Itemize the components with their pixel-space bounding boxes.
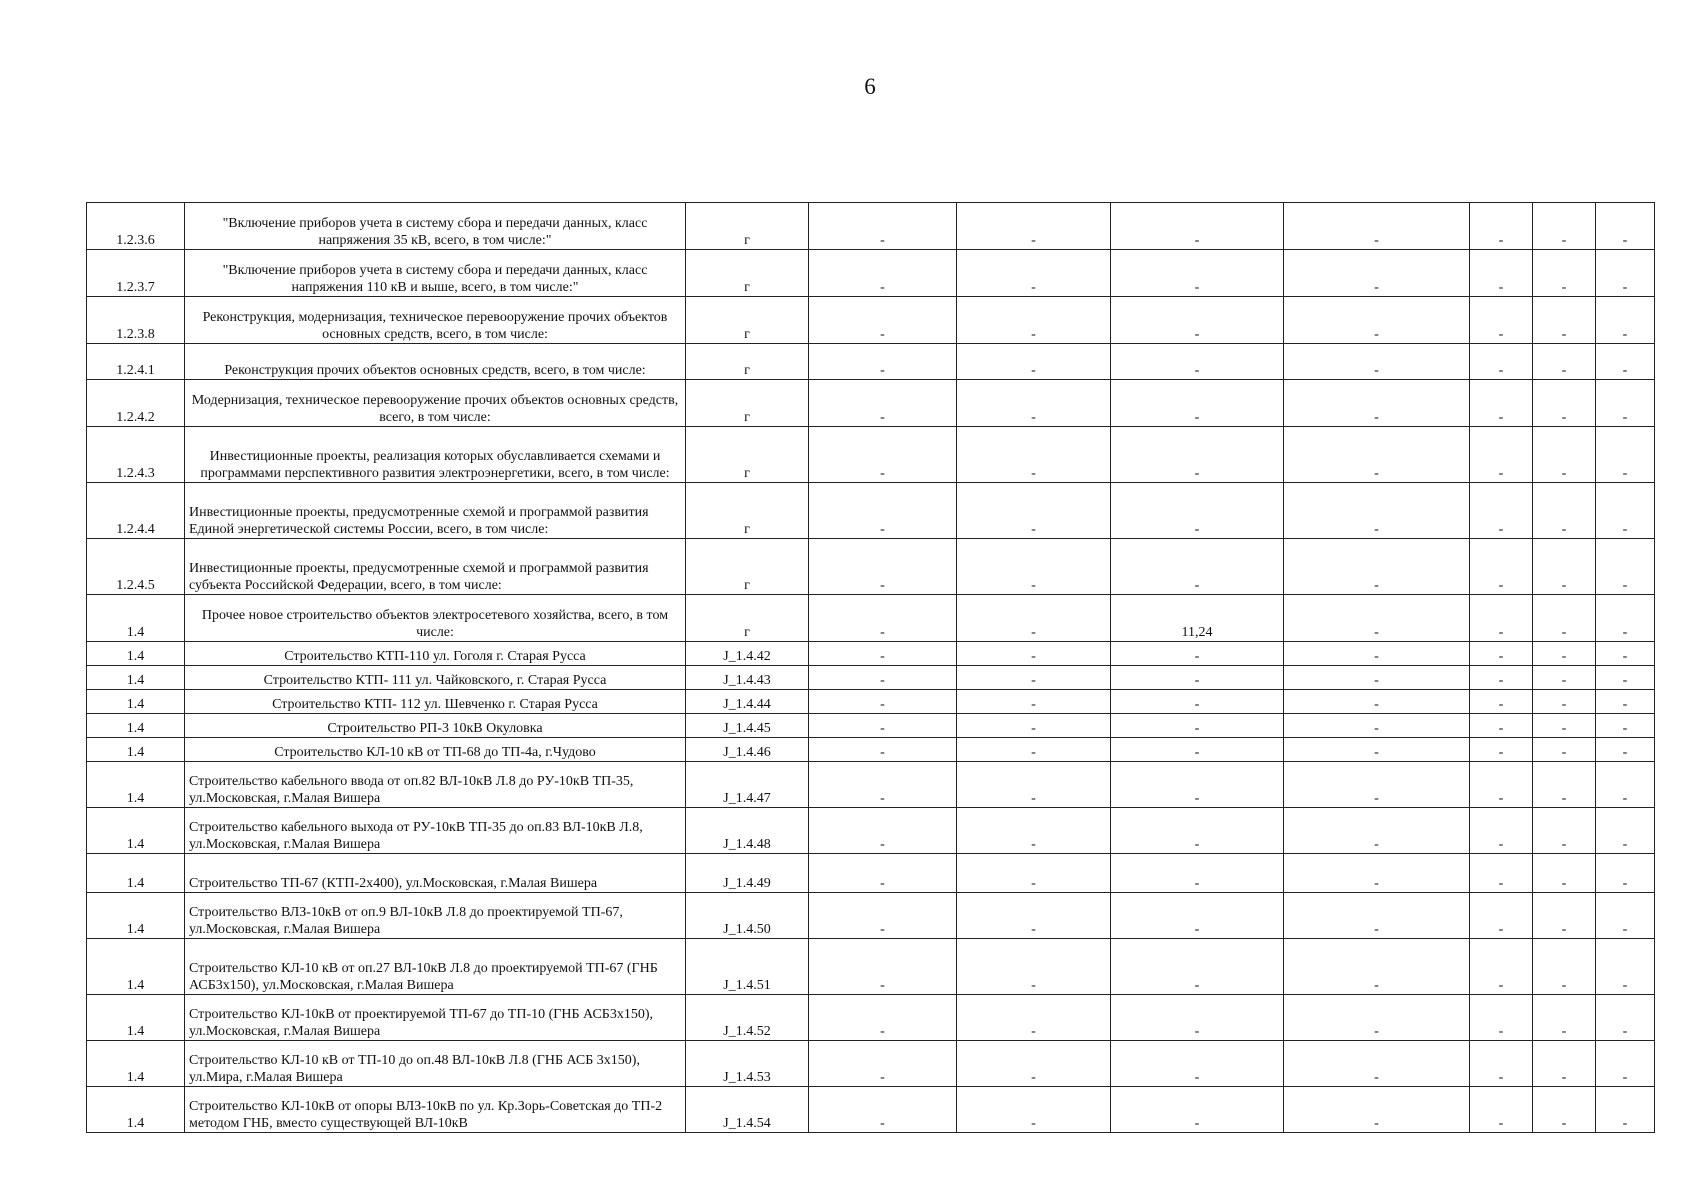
row-value-6: - bbox=[1533, 939, 1596, 995]
row-value-3: - bbox=[1111, 483, 1284, 539]
table-row bbox=[87, 854, 1655, 893]
row-value-7: - bbox=[1596, 539, 1655, 595]
row-value-2: - bbox=[957, 297, 1111, 344]
row-value-2: - bbox=[957, 808, 1111, 854]
row-description: Строительство КТП- 112 ул. Шевченко г. Старая Русса bbox=[185, 690, 686, 714]
row-value-7: - bbox=[1596, 1041, 1655, 1087]
row-identifier: J_1.4.45 bbox=[686, 714, 809, 738]
row-value-7: - bbox=[1596, 297, 1655, 344]
row-value-3: - bbox=[1111, 939, 1284, 995]
row-value-1: - bbox=[809, 808, 957, 854]
row-description: Строительство КЛ-10кВ от проектируемой ТП-67 до ТП-10 (ГНБ АСБ3х150), ул.Московская, г.Малая Вишера bbox=[185, 995, 686, 1041]
row-value-4: - bbox=[1284, 939, 1470, 995]
row-value-5: - bbox=[1470, 690, 1533, 714]
row-description: Реконструкция, модернизация, техническое перевооружение прочих объектов основных средств, всего, в том числе: bbox=[185, 297, 686, 344]
row-identifier: г bbox=[686, 427, 809, 483]
row-value-5: - bbox=[1470, 738, 1533, 762]
row-value-4: - bbox=[1284, 666, 1470, 690]
row-identifier: г bbox=[686, 595, 809, 642]
row-code: 1.2.4.2 bbox=[87, 380, 185, 427]
row-value-7: - bbox=[1596, 642, 1655, 666]
row-value-5: - bbox=[1470, 203, 1533, 250]
row-value-6: - bbox=[1533, 666, 1596, 690]
row-value-5: - bbox=[1470, 714, 1533, 738]
row-code: 1.4 bbox=[87, 595, 185, 642]
row-code: 1.2.4.4 bbox=[87, 483, 185, 539]
row-value-4: - bbox=[1284, 250, 1470, 297]
table-row bbox=[87, 995, 1655, 1041]
row-code: 1.4 bbox=[87, 738, 185, 762]
row-value-1: - bbox=[809, 690, 957, 714]
row-code: 1.4 bbox=[87, 762, 185, 808]
row-identifier: J_1.4.50 bbox=[686, 893, 809, 939]
row-value-4: - bbox=[1284, 1041, 1470, 1087]
row-value-6: - bbox=[1533, 714, 1596, 738]
row-value-5: - bbox=[1470, 762, 1533, 808]
table-row bbox=[87, 483, 1655, 539]
row-identifier: г bbox=[686, 203, 809, 250]
row-identifier: г bbox=[686, 380, 809, 427]
row-value-2: - bbox=[957, 995, 1111, 1041]
row-value-7: - bbox=[1596, 738, 1655, 762]
row-value-2: - bbox=[957, 250, 1111, 297]
table-row bbox=[87, 690, 1655, 714]
row-code: 1.4 bbox=[87, 666, 185, 690]
table-row bbox=[87, 939, 1655, 995]
row-value-3: - bbox=[1111, 1041, 1284, 1087]
row-description: Строительство КТП-110 ул. Гоголя г. Старая Русса bbox=[185, 642, 686, 666]
row-value-3: - bbox=[1111, 427, 1284, 483]
row-description: Модернизация, техническое перевооружение прочих объектов основных средств, всего, в том числе: bbox=[185, 380, 686, 427]
table-row bbox=[87, 297, 1655, 344]
row-value-4: - bbox=[1284, 203, 1470, 250]
row-value-1: - bbox=[809, 483, 957, 539]
row-value-5: - bbox=[1470, 642, 1533, 666]
row-identifier: J_1.4.51 bbox=[686, 939, 809, 995]
row-value-6: - bbox=[1533, 380, 1596, 427]
row-code: 1.4 bbox=[87, 939, 185, 995]
row-value-3: - bbox=[1111, 738, 1284, 762]
row-identifier: г bbox=[686, 539, 809, 595]
row-description: "Включение приборов учета в систему сбора и передачи данных, класс напряжения 35 кВ, всего, в том числе:" bbox=[185, 203, 686, 250]
row-identifier: J_1.4.43 bbox=[686, 666, 809, 690]
row-value-3: - bbox=[1111, 642, 1284, 666]
table-row bbox=[87, 762, 1655, 808]
row-value-6: - bbox=[1533, 539, 1596, 595]
row-code: 1.2.4.1 bbox=[87, 344, 185, 380]
row-value-2: - bbox=[957, 762, 1111, 808]
row-value-1: - bbox=[809, 666, 957, 690]
row-value-4: - bbox=[1284, 738, 1470, 762]
row-value-4: - bbox=[1284, 854, 1470, 893]
table-row bbox=[87, 738, 1655, 762]
row-value-5: - bbox=[1470, 995, 1533, 1041]
row-identifier: J_1.4.52 bbox=[686, 995, 809, 1041]
row-value-6: - bbox=[1533, 808, 1596, 854]
table-row bbox=[87, 1087, 1655, 1133]
row-description: Инвестиционные проекты, реализация которых обуславливается схемами и программами перспективного развития электроэнергетики, всего, в том числе: bbox=[185, 427, 686, 483]
row-code: 1.4 bbox=[87, 690, 185, 714]
row-value-1: - bbox=[809, 1041, 957, 1087]
row-code: 1.4 bbox=[87, 995, 185, 1041]
row-value-7: - bbox=[1596, 714, 1655, 738]
row-value-2: - bbox=[957, 854, 1111, 893]
row-value-7: - bbox=[1596, 483, 1655, 539]
row-value-1: - bbox=[809, 714, 957, 738]
row-value-4: - bbox=[1284, 995, 1470, 1041]
table-row bbox=[87, 642, 1655, 666]
row-value-4: - bbox=[1284, 344, 1470, 380]
row-value-7: - bbox=[1596, 690, 1655, 714]
row-identifier: г bbox=[686, 297, 809, 344]
row-identifier: J_1.4.47 bbox=[686, 762, 809, 808]
row-value-3: - bbox=[1111, 539, 1284, 595]
page-number: 6 bbox=[864, 74, 876, 99]
row-value-2: - bbox=[957, 642, 1111, 666]
row-value-2: - bbox=[957, 1087, 1111, 1133]
row-description: "Включение приборов учета в систему сбора и передачи данных, класс напряжения 110 кВ и выше, всего, в том числе:" bbox=[185, 250, 686, 297]
row-value-3: - bbox=[1111, 893, 1284, 939]
row-value-1: - bbox=[809, 893, 957, 939]
row-code: 1.2.3.7 bbox=[87, 250, 185, 297]
row-value-4: - bbox=[1284, 297, 1470, 344]
row-description: Инвестиционные проекты, предусмотренные схемой и программой развития Единой энергетической системы России, всего, в том числе: bbox=[185, 483, 686, 539]
row-description: Строительство ТП-67 (КТП-2х400), ул.Московская, г.Малая Вишера bbox=[185, 854, 686, 893]
row-value-6: - bbox=[1533, 297, 1596, 344]
row-value-2: - bbox=[957, 344, 1111, 380]
row-value-3: - bbox=[1111, 344, 1284, 380]
row-identifier: J_1.4.49 bbox=[686, 854, 809, 893]
row-value-4: - bbox=[1284, 762, 1470, 808]
row-value-6: - bbox=[1533, 854, 1596, 893]
row-value-6: - bbox=[1533, 344, 1596, 380]
row-code: 1.2.3.6 bbox=[87, 203, 185, 250]
row-value-1: - bbox=[809, 939, 957, 995]
row-value-3: - bbox=[1111, 666, 1284, 690]
row-value-2: - bbox=[957, 483, 1111, 539]
row-value-5: - bbox=[1470, 808, 1533, 854]
row-value-2: - bbox=[957, 714, 1111, 738]
row-value-7: - bbox=[1596, 250, 1655, 297]
row-code: 1.4 bbox=[87, 1041, 185, 1087]
row-value-3: - bbox=[1111, 690, 1284, 714]
row-value-2: - bbox=[957, 380, 1111, 427]
row-value-1: - bbox=[809, 344, 957, 380]
row-value-4: - bbox=[1284, 893, 1470, 939]
row-value-3: - bbox=[1111, 995, 1284, 1041]
row-value-7: - bbox=[1596, 939, 1655, 995]
row-value-3: 11,24 bbox=[1111, 595, 1284, 642]
row-value-4: - bbox=[1284, 539, 1470, 595]
row-value-6: - bbox=[1533, 1087, 1596, 1133]
row-value-5: - bbox=[1470, 893, 1533, 939]
row-description: Строительство РП-3 10кВ Окуловка bbox=[185, 714, 686, 738]
row-value-2: - bbox=[957, 738, 1111, 762]
row-code: 1.4 bbox=[87, 714, 185, 738]
row-value-6: - bbox=[1533, 893, 1596, 939]
table-row bbox=[87, 595, 1655, 642]
row-value-6: - bbox=[1533, 762, 1596, 808]
row-code: 1.2.3.8 bbox=[87, 297, 185, 344]
row-value-6: - bbox=[1533, 690, 1596, 714]
row-value-3: - bbox=[1111, 762, 1284, 808]
row-value-7: - bbox=[1596, 666, 1655, 690]
row-value-2: - bbox=[957, 939, 1111, 995]
row-code: 1.2.4.5 bbox=[87, 539, 185, 595]
row-value-1: - bbox=[809, 250, 957, 297]
row-identifier: J_1.4.54 bbox=[686, 1087, 809, 1133]
row-value-6: - bbox=[1533, 595, 1596, 642]
row-identifier: J_1.4.46 bbox=[686, 738, 809, 762]
row-value-4: - bbox=[1284, 714, 1470, 738]
row-code: 1.4 bbox=[87, 893, 185, 939]
row-value-5: - bbox=[1470, 297, 1533, 344]
row-identifier: J_1.4.48 bbox=[686, 808, 809, 854]
row-value-5: - bbox=[1470, 483, 1533, 539]
row-value-1: - bbox=[809, 297, 957, 344]
row-code: 1.4 bbox=[87, 1087, 185, 1133]
row-code: 1.2.4.3 bbox=[87, 427, 185, 483]
table-row bbox=[87, 893, 1655, 939]
row-value-2: - bbox=[957, 666, 1111, 690]
row-value-4: - bbox=[1284, 380, 1470, 427]
row-description: Строительство КЛ-10 кВ от ТП-68 до ТП-4а, г.Чудово bbox=[185, 738, 686, 762]
row-value-3: - bbox=[1111, 297, 1284, 344]
row-value-3: - bbox=[1111, 250, 1284, 297]
row-value-7: - bbox=[1596, 595, 1655, 642]
row-value-7: - bbox=[1596, 854, 1655, 893]
row-code: 1.4 bbox=[87, 854, 185, 893]
row-value-4: - bbox=[1284, 690, 1470, 714]
row-identifier: J_1.4.42 bbox=[686, 642, 809, 666]
row-description: Строительство ВЛЗ-10кВ от оп.9 ВЛ-10кВ Л.8 до проектируемой ТП-67, ул.Московская, г.Малая Вишера bbox=[185, 893, 686, 939]
row-value-7: - bbox=[1596, 203, 1655, 250]
row-value-2: - bbox=[957, 539, 1111, 595]
table-row bbox=[87, 539, 1655, 595]
row-value-2: - bbox=[957, 595, 1111, 642]
row-description: Строительство КЛ-10 кВ от оп.27 ВЛ-10кВ Л.8 до проектируемой ТП-67 (ГНБ АСБ3х150), ул.Московская, г.Малая Вишера bbox=[185, 939, 686, 995]
table-row bbox=[87, 427, 1655, 483]
row-identifier: г bbox=[686, 483, 809, 539]
row-identifier: г bbox=[686, 344, 809, 380]
row-value-5: - bbox=[1470, 666, 1533, 690]
row-value-4: - bbox=[1284, 808, 1470, 854]
row-value-4: - bbox=[1284, 427, 1470, 483]
row-value-6: - bbox=[1533, 427, 1596, 483]
row-value-4: - bbox=[1284, 483, 1470, 539]
row-value-1: - bbox=[809, 427, 957, 483]
row-value-5: - bbox=[1470, 539, 1533, 595]
row-value-3: - bbox=[1111, 1087, 1284, 1133]
row-description: Прочее новое строительство объектов электросетевого хозяйства, всего, в том числе: bbox=[185, 595, 686, 642]
table-row bbox=[87, 1041, 1655, 1087]
row-value-5: - bbox=[1470, 380, 1533, 427]
row-description: Строительство КТП- 111 ул. Чайковского, г. Старая Русса bbox=[185, 666, 686, 690]
row-description: Строительство КЛ-10кВ от опоры ВЛЗ-10кВ по ул. Кр.Зорь-Советская до ТП-2 методом ГНБ, вместо существующей ВЛ-10кВ bbox=[185, 1087, 686, 1133]
row-value-5: - bbox=[1470, 854, 1533, 893]
row-description: Строительство КЛ-10 кВ от ТП-10 до оп.48 ВЛ-10кВ Л.8 (ГНБ АСБ 3х150), ул.Мира, г.Малая Вишера bbox=[185, 1041, 686, 1087]
row-identifier: J_1.4.53 bbox=[686, 1041, 809, 1087]
row-value-4: - bbox=[1284, 595, 1470, 642]
row-value-3: - bbox=[1111, 854, 1284, 893]
row-description: Реконструкция прочих объектов основных средств, всего, в том числе: bbox=[185, 344, 686, 380]
row-value-1: - bbox=[809, 1087, 957, 1133]
row-value-5: - bbox=[1470, 250, 1533, 297]
row-value-4: - bbox=[1284, 642, 1470, 666]
row-value-3: - bbox=[1111, 808, 1284, 854]
row-value-1: - bbox=[809, 762, 957, 808]
row-value-7: - bbox=[1596, 380, 1655, 427]
row-value-1: - bbox=[809, 642, 957, 666]
row-value-1: - bbox=[809, 380, 957, 427]
table-row bbox=[87, 714, 1655, 738]
table-row bbox=[87, 203, 1655, 250]
row-value-1: - bbox=[809, 854, 957, 893]
row-code: 1.4 bbox=[87, 808, 185, 854]
row-code: 1.4 bbox=[87, 642, 185, 666]
row-value-1: - bbox=[809, 738, 957, 762]
row-value-2: - bbox=[957, 203, 1111, 250]
row-value-5: - bbox=[1470, 1087, 1533, 1133]
row-value-1: - bbox=[809, 595, 957, 642]
row-identifier: г bbox=[686, 250, 809, 297]
row-value-3: - bbox=[1111, 203, 1284, 250]
table-row bbox=[87, 380, 1655, 427]
row-value-6: - bbox=[1533, 203, 1596, 250]
row-value-7: - bbox=[1596, 893, 1655, 939]
row-value-7: - bbox=[1596, 1087, 1655, 1133]
row-description: Инвестиционные проекты, предусмотренные схемой и программой развития субъекта Российской Федерации, всего, в том числе: bbox=[185, 539, 686, 595]
table-row bbox=[87, 808, 1655, 854]
row-value-1: - bbox=[809, 539, 957, 595]
row-value-3: - bbox=[1111, 714, 1284, 738]
row-description: Строительство кабельного выхода от РУ-10кВ ТП-35 до оп.83 ВЛ-10кВ Л.8, ул.Московская, г.Малая Вишера bbox=[185, 808, 686, 854]
row-value-6: - bbox=[1533, 483, 1596, 539]
table-row bbox=[87, 666, 1655, 690]
row-value-2: - bbox=[957, 1041, 1111, 1087]
row-value-6: - bbox=[1533, 1041, 1596, 1087]
row-value-5: - bbox=[1470, 344, 1533, 380]
table-row bbox=[87, 344, 1655, 380]
row-value-6: - bbox=[1533, 250, 1596, 297]
row-value-3: - bbox=[1111, 380, 1284, 427]
row-value-5: - bbox=[1470, 427, 1533, 483]
row-value-7: - bbox=[1596, 762, 1655, 808]
row-value-5: - bbox=[1470, 1041, 1533, 1087]
row-value-7: - bbox=[1596, 995, 1655, 1041]
row-value-5: - bbox=[1470, 939, 1533, 995]
table-row bbox=[87, 250, 1655, 297]
row-value-6: - bbox=[1533, 642, 1596, 666]
row-identifier: J_1.4.44 bbox=[686, 690, 809, 714]
row-value-6: - bbox=[1533, 738, 1596, 762]
row-value-2: - bbox=[957, 893, 1111, 939]
row-value-1: - bbox=[809, 995, 957, 1041]
row-value-4: - bbox=[1284, 1087, 1470, 1133]
row-value-2: - bbox=[957, 690, 1111, 714]
row-value-5: - bbox=[1470, 595, 1533, 642]
row-value-7: - bbox=[1596, 427, 1655, 483]
row-value-7: - bbox=[1596, 808, 1655, 854]
row-value-6: - bbox=[1533, 995, 1596, 1041]
row-value-7: - bbox=[1596, 344, 1655, 380]
row-value-1: - bbox=[809, 203, 957, 250]
row-value-2: - bbox=[957, 427, 1111, 483]
investment-table bbox=[86, 202, 1655, 1133]
row-description: Строительство кабельного ввода от оп.82 ВЛ-10кВ Л.8 до РУ-10кВ ТП-35, ул.Московская, г.Малая Вишера bbox=[185, 762, 686, 808]
